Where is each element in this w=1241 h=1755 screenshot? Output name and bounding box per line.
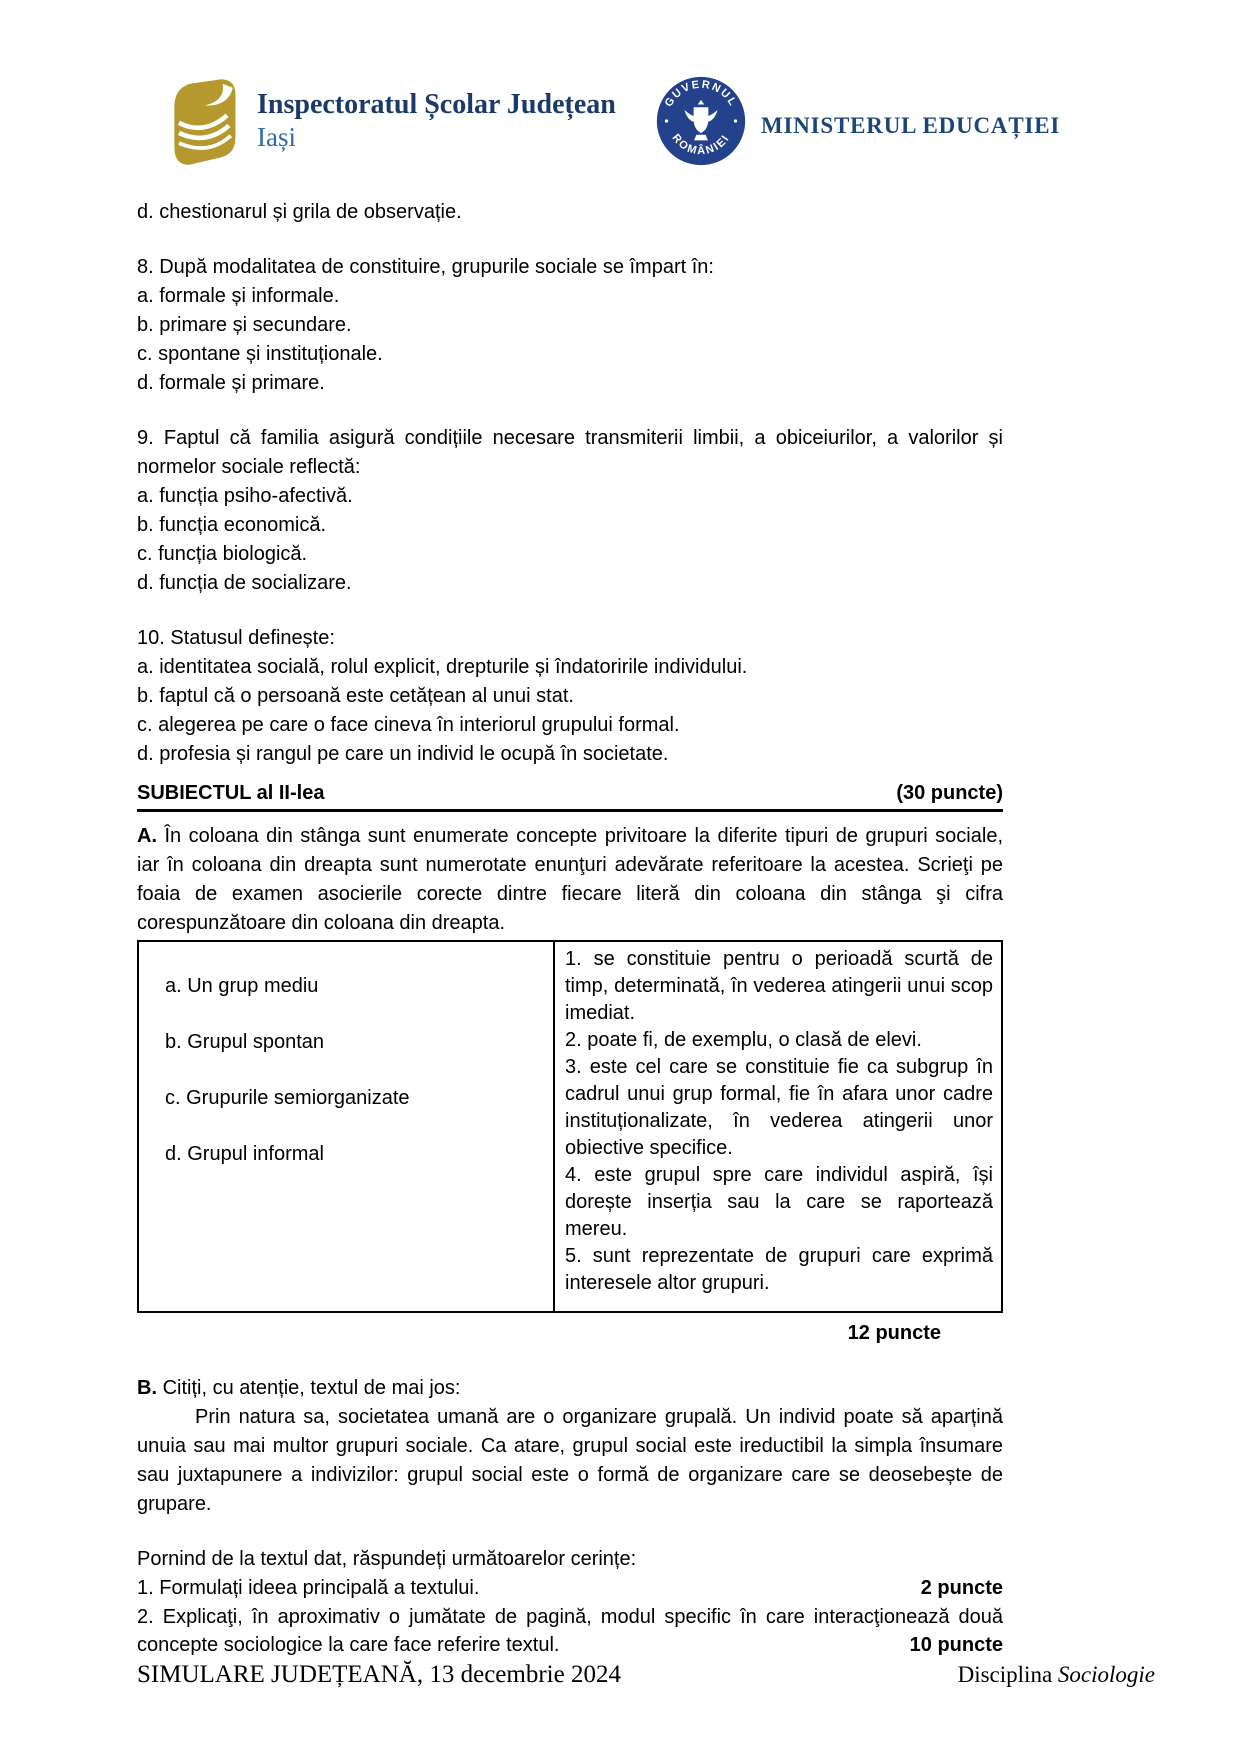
task-row <box>137 1603 1003 1660</box>
task-text: 2. Explicaţi, în aproximativ o jumătate de pagină, modul specific în care interacţionează două concepte sociologice la care face referire textul. <box>137 1605 1003 1656</box>
subject-2-title: SUBIECTUL al II-lea <box>137 782 325 804</box>
part-b-label: B. <box>137 1377 157 1399</box>
question-8 <box>137 253 1003 398</box>
left-concept: c. Grupurile semiorganizate <box>165 1087 410 1109</box>
task-text: 1. Formulați ideea principală a textului. <box>137 1577 480 1599</box>
q9-options <box>137 482 1003 598</box>
option-line: d. formale și primare. <box>137 372 325 394</box>
option-line: c. alegerea pe care o face cineva în interiorul grupului formal. <box>137 714 680 736</box>
part-b-tasks <box>137 1545 1003 1660</box>
subject-2-heading <box>137 779 1003 812</box>
option-line: a. formale și informale. <box>137 285 340 307</box>
part-b-intro: Citiți, cu atenție, textul de mai jos: <box>162 1377 461 1399</box>
isj-logo-block <box>167 75 639 174</box>
q7-option-d: d. chestionarul și grila de observație. <box>137 201 462 223</box>
q10-options <box>137 653 1003 769</box>
option-line: a. funcția psiho-afectivă. <box>137 485 353 507</box>
isj-subtitle: Iași <box>257 122 296 152</box>
footer-discipline-label: Disciplina <box>957 1662 1053 1687</box>
task-points: 2 puncte <box>920 1577 1003 1599</box>
svg-text:ROMÂNIEI: ROMÂNIEI <box>669 131 733 158</box>
part-b <box>137 1374 1003 1519</box>
part-a-text: În coloana din stânga sunt enumerate concepte privitoare la diferite tipuri de grupuri sociale, iar în coloana din dreapta sunt numerotate enunţuri adevărate referitoare la acestea. Scrieţi pe foaia de examen asocierile corecte dintre fiecare literă din coloana din stânga şi cifra corespunzătoare din coloana din dreapta. <box>137 825 1003 934</box>
option-line: a. identitatea socială, rolul explicit, drepturile și îndatoririle individului. <box>137 656 748 678</box>
ministry-title: MINISTERUL EDUCAȚIEI <box>761 113 1061 138</box>
isj-title: Inspectoratul Școlar Județean <box>257 89 616 120</box>
tasks-prompt: Pornind de la textul dat, răspundeți următoarelor cerințe: <box>137 1548 637 1570</box>
part-b-intro-line <box>137 1374 1003 1403</box>
option-line: d. funcția de socializare. <box>137 572 352 594</box>
right-statement: 1. se constituie pentru o perioadă scurtă de timp, determinată, în vederea atingerii unui scop imediat. <box>565 948 993 1024</box>
page-header <box>0 0 1241 176</box>
government-seal-icon <box>655 75 747 176</box>
question-9 <box>137 424 1003 598</box>
right-statement: 3. este cel care se constituie fie ca subgrup în cadrul unui grup formal, fie în afara unor cadre instituționalizate, în vederea atingerii unor obiective specifice. <box>565 1056 993 1159</box>
right-statement: 2. poate fi, de exemplu, o clasă de elevi. <box>565 1029 922 1051</box>
task-points: 10 puncte <box>909 1634 1003 1656</box>
ministry-logo-block <box>655 75 1060 176</box>
page-footer <box>137 1660 1155 1689</box>
svg-text:GUVERNUL: GUVERNUL <box>662 78 740 110</box>
part-b-quote: Prin natura sa, societatea umană are o organizare grupală. Un individ poate să aparțină unuia sau mai multor grupuri sociale. Ca atare, grupul social este ireductibil la simpla însumare sau juxtapunere a indivizilor: grupul social este o formă de organizare care se deosebește de grupare. <box>137 1406 1003 1515</box>
q8-options <box>137 282 1003 398</box>
subject-2-points: (30 puncte) <box>896 782 1003 804</box>
task-row <box>137 1574 1003 1603</box>
task-list <box>137 1574 1003 1660</box>
part-a-paragraph <box>137 822 1003 938</box>
question-stem: 9. Faptul că familia asigură condițiile necesare transmiterii limbii, a obiceiurilor, a valorilor și normelor sociale reflectă: <box>137 427 1003 478</box>
matching-table-right-column <box>555 942 1001 1311</box>
option-line: c. funcția biologică. <box>137 543 308 565</box>
footer-discipline-value: Sociologie <box>1057 1662 1155 1687</box>
option-line: b. faptul că o persoană este cetățean al unui stat. <box>137 685 574 707</box>
option-line: b. primare și secundare. <box>137 314 352 336</box>
matching-table-left-column <box>139 942 555 1311</box>
footer-discipline <box>958 1660 1155 1689</box>
question-stem: 10. Statusul definește: <box>137 627 335 649</box>
footer-exam-name: SIMULARE JUDEȚEANĂ, 13 decembrie 2024 <box>137 1661 621 1688</box>
part-a-label: A. <box>137 825 157 847</box>
option-line: d. profesia și rangul pe care un individ le ocupă în societate. <box>137 743 669 765</box>
option-line: c. spontane și instituționale. <box>137 343 383 365</box>
isj-text-block <box>257 75 616 174</box>
right-statement: 5. sunt reprezentate de grupuri care exprimă interesele altor grupuri. <box>565 1245 993 1294</box>
right-statement: 4. este grupul spre care individul aspiră, își dorește inserția sau la care se raportează mereu. <box>565 1164 993 1240</box>
isj-book-icon <box>167 75 241 174</box>
exam-body <box>137 198 1003 1660</box>
question-10 <box>137 624 1003 769</box>
left-concept: b. Grupul spontan <box>165 1031 324 1053</box>
left-concept: d. Grupul informal <box>165 1143 324 1165</box>
left-concept: a. Un grup mediu <box>165 975 319 997</box>
matching-table <box>137 940 1003 1313</box>
question-stem: 8. După modalitatea de constituire, grupurile sociale se împart în: <box>137 256 714 278</box>
part-a-points: 12 puncte <box>847 1322 941 1344</box>
option-line: b. funcția economică. <box>137 514 326 536</box>
